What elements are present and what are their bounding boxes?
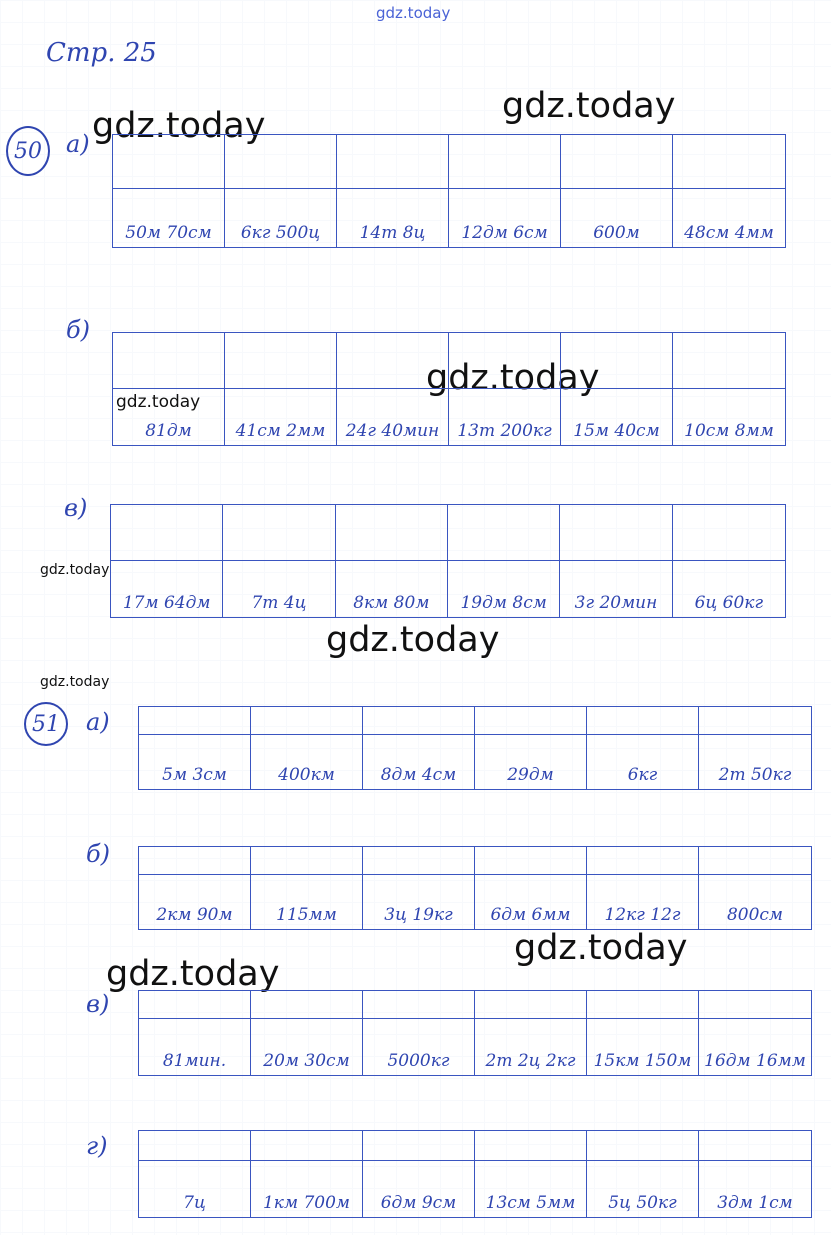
watermark: gdz.today [40,562,110,578]
table-divider [138,1018,812,1019]
watermark-top: gdz.today [376,4,451,22]
table-cell: 15км 150м [587,991,699,1075]
table-divider [138,874,812,875]
answer-table [112,332,786,446]
watermark: gdz.today [514,928,688,968]
table-cell: 13т 200кг [449,333,561,445]
table-cell: 7ц [139,1131,251,1217]
table-cell: 1км 700м [251,1131,363,1217]
answer-table [112,134,786,248]
watermark: gdz.today [92,106,266,146]
table-cell: 81мин. [139,991,251,1075]
exercise-number: 50 [6,126,50,176]
part-label: в) [86,990,110,1018]
table-cell: 14т 8ц [337,135,449,247]
table-cell: 15м 40см [561,333,673,445]
watermark: gdz.today [40,674,110,690]
table-cell: 19дм 8см [448,505,560,617]
watermark: gdz.today [426,358,600,398]
table-cell: 5ц 50кг [587,1131,699,1217]
table-cell: 2т 50кг [718,765,792,785]
part-label: а) [86,708,110,736]
table-cell: 17м 64дм [111,505,223,617]
table-cell: 8км 80м [336,505,448,617]
table-cell: 29дм [475,707,587,789]
table-cell: 16дм 16мм [704,1051,806,1071]
table-cell: 8дм 4см [363,707,475,789]
table-divider [112,388,786,389]
answer-table [138,1130,812,1218]
answer-table [138,706,812,790]
table-cell: 12дм 6см [449,135,561,247]
table-cell: 81дм [113,333,225,445]
table-cell: 6ц 60кг [694,593,764,613]
table-cell: 400км [251,707,363,789]
watermark: gdz.today [326,620,500,660]
table-cell: 48см 4мм [684,223,774,243]
watermark: gdz.today [116,392,201,412]
page-heading: Стр. 25 [46,38,157,68]
table-cell: 12кг 12г [587,847,699,929]
part-label: г) [86,1132,108,1160]
table-cell: 10см 8мм [684,421,774,441]
part-label: а) [66,130,90,158]
table-cell: 13см 5мм [475,1131,587,1217]
table-cell: 2км 90м [139,847,251,929]
table-cell: 2т 2ц 2кг [475,991,587,1075]
part-label: в) [64,494,88,522]
answer-table [138,846,812,930]
table-cell: 24г 40мин [337,333,449,445]
table-divider [138,734,812,735]
exercise-number: 51 [24,702,68,746]
table-cell: 6кг [587,707,699,789]
table-cell: 3г 20мин [560,505,672,617]
table-cell: 5м 3см [139,707,251,789]
table-cell: 6дм 9см [363,1131,475,1217]
table-cell: 6кг 500ц [225,135,337,247]
table-cell: 115мм [251,847,363,929]
watermark: gdz.today [502,86,676,126]
table-divider [138,1160,812,1161]
table-cell: 20м 30см [251,991,363,1075]
table-cell: 6дм 6мм [475,847,587,929]
answer-table [110,504,786,618]
table-cell: 7т 4ц [223,505,335,617]
table-cell: 3ц 19кг [363,847,475,929]
answer-table [138,990,812,1076]
table-divider [112,188,786,189]
part-label: б) [86,840,111,868]
watermark: gdz.today [106,954,280,994]
table-cell: 50м 70см [113,135,225,247]
table-cell: 41см 2мм [225,333,337,445]
table-cell: 3дм 1см [717,1193,793,1213]
table-cell: 600м [561,135,673,247]
part-label: б) [66,316,91,344]
table-divider [110,560,786,561]
table-cell: 800см [726,905,784,925]
table-cell: 5000кг [363,991,475,1075]
